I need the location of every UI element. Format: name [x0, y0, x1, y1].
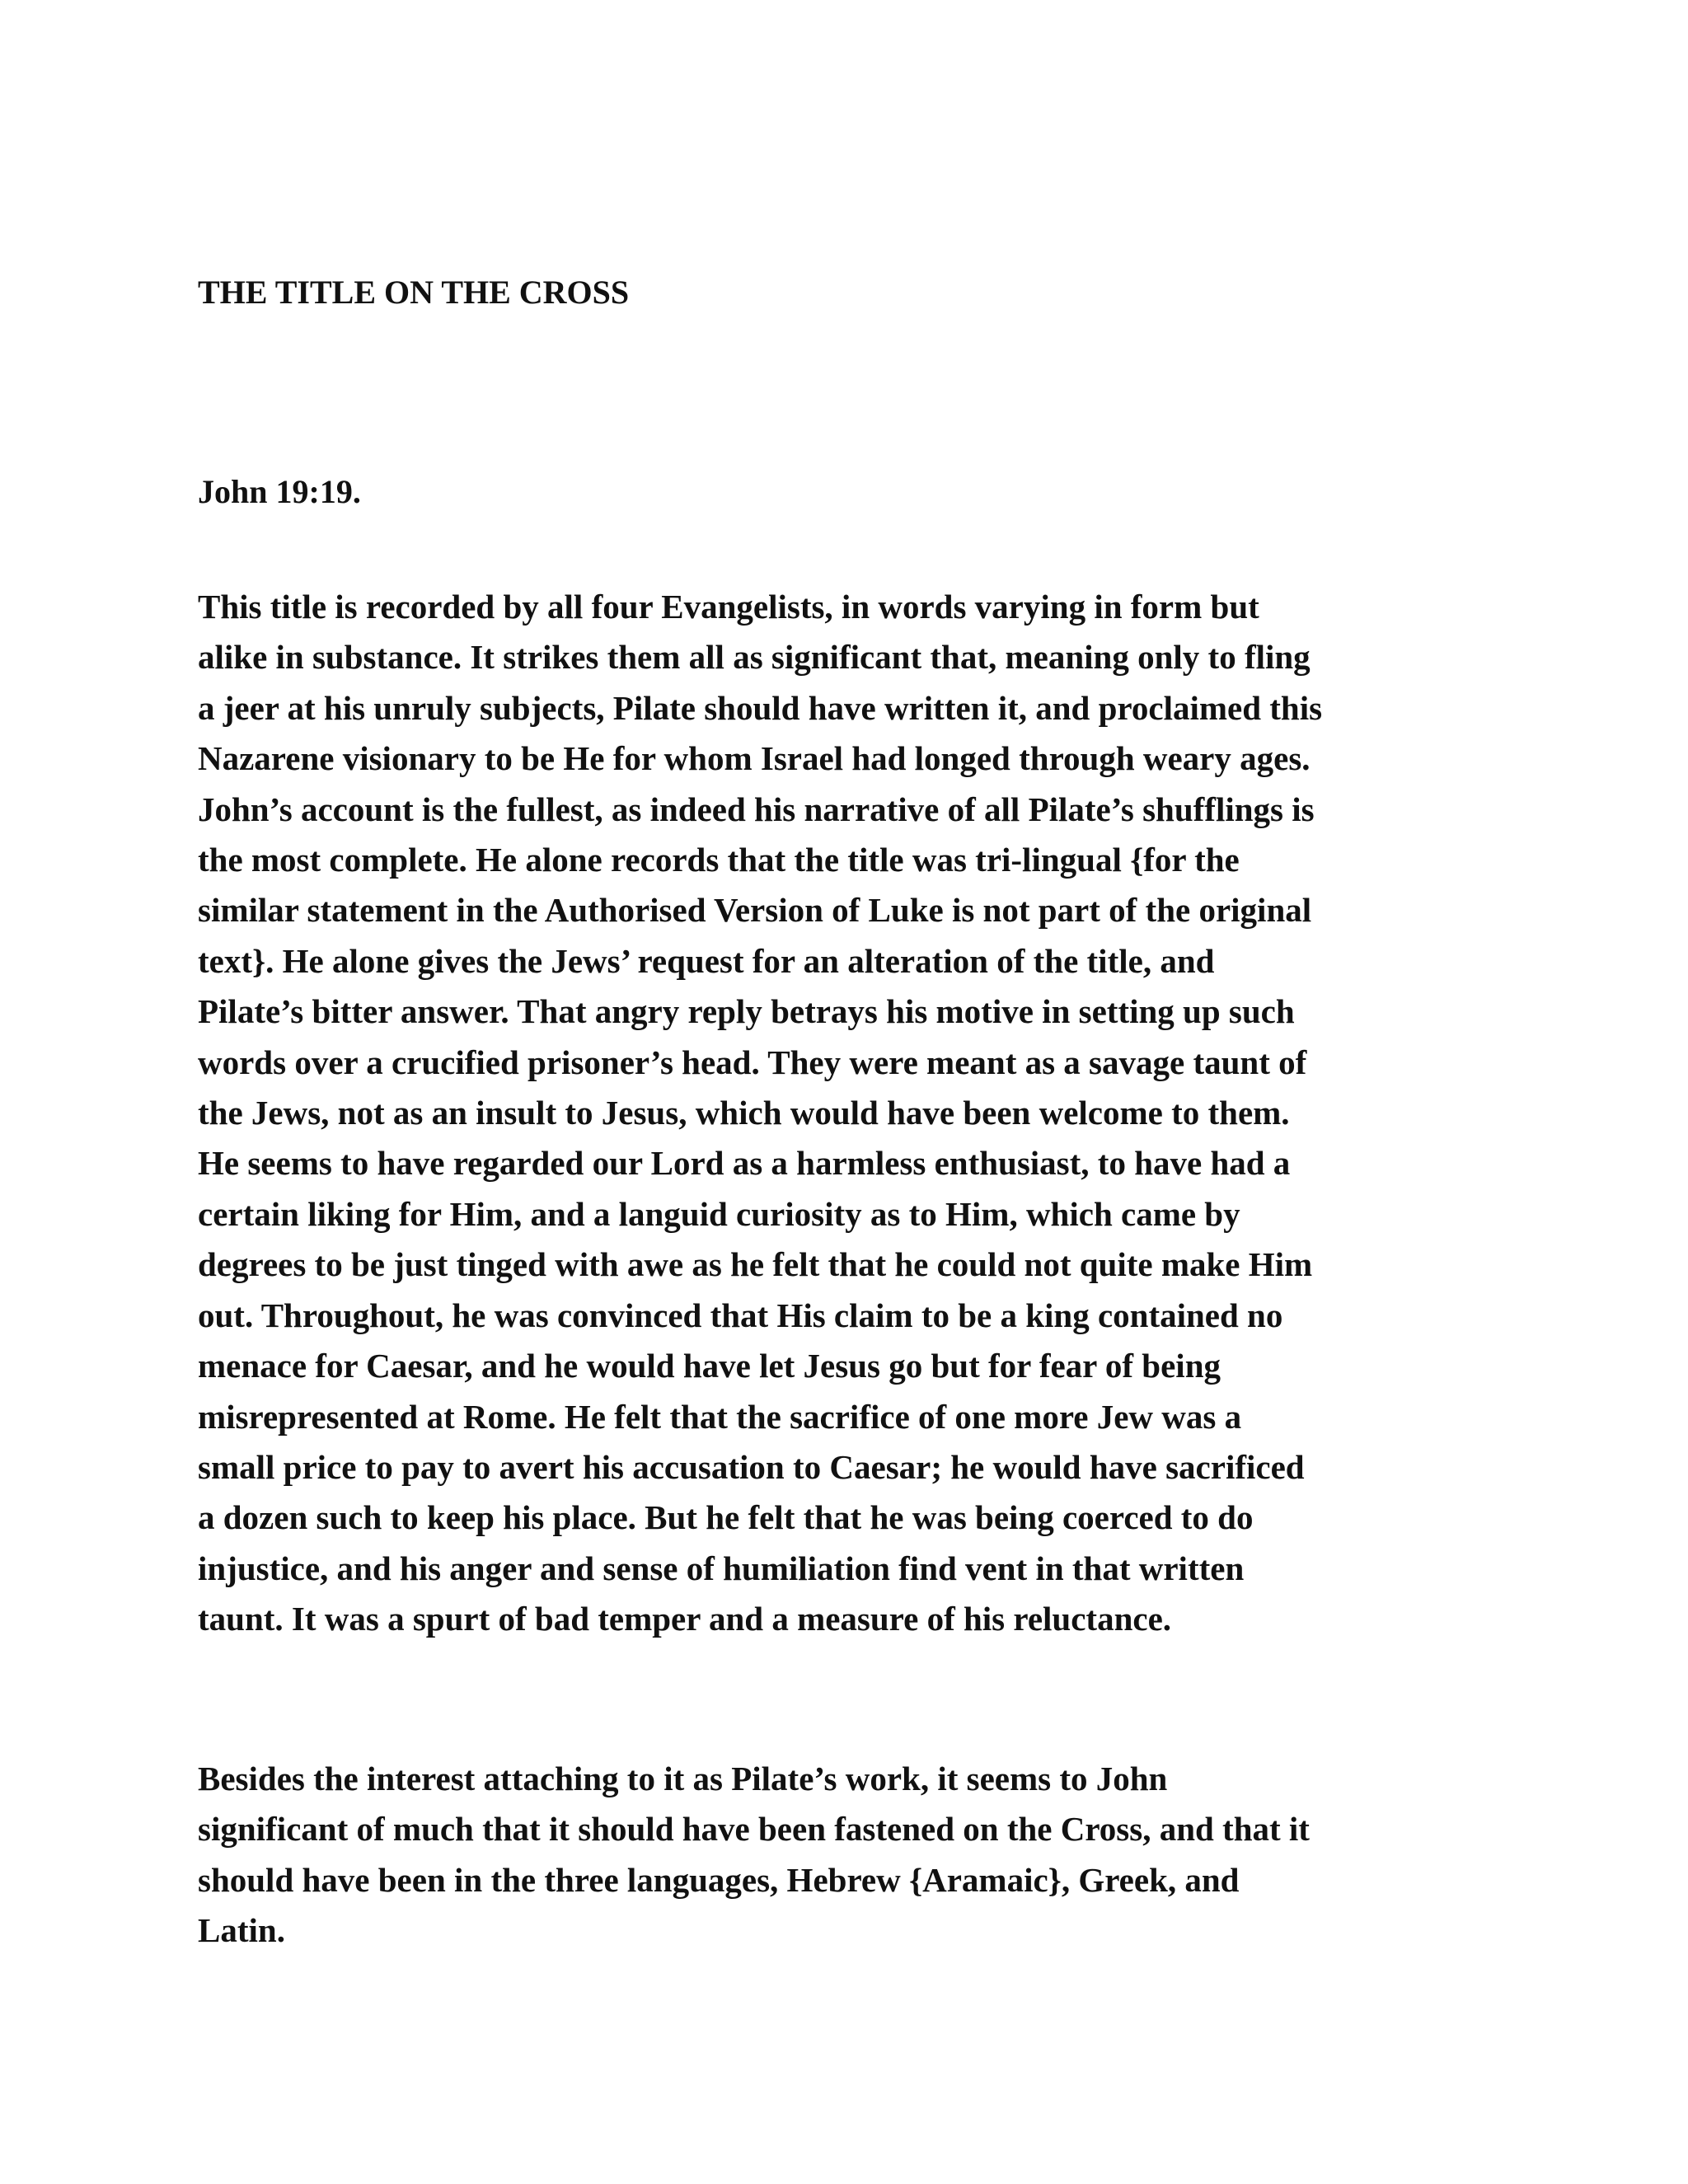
text-line: misrepresented at Rome. He felt that the sacrifice of one more Jew was a [198, 1397, 1242, 1436]
text-line: words over a crucified prisoner’s head. They were meant as a savage taunt of [198, 1043, 1307, 1081]
text-line: the most complete. He alone records that the title was tri-lingual {for the [198, 841, 1240, 879]
text-line: alike in substance. It strikes them all as significant that, meaning only to fling [198, 638, 1311, 677]
text-line: Nazarene visionary to be He for whom Israel had longed through weary ages. [198, 739, 1311, 778]
text-line: John’s account is the fullest, as indeed his narrative of all Pilate’s shufflings is [198, 790, 1315, 828]
text-line: Besides the interest attaching to it as Pilate’s work, it seems to John [198, 1760, 1168, 1797]
text-line: Latin. [198, 1911, 285, 1950]
text-line: certain liking for Him, and a languid curiosity as to Him, which came by [198, 1194, 1240, 1233]
text-line: text}. He alone gives the Jews’ request for an alteration of the title, and [198, 941, 1215, 980]
document-title: THE TITLE ON THE CROSS [198, 274, 630, 311]
text-line: should have been in the three languages, Hebrew {Aramaic}, Greek, and [198, 1860, 1240, 1899]
text-line: This title is recorded by all four Evangelists, in words varying in form but [198, 588, 1259, 626]
paragraph-2 [198, 1754, 1310, 1957]
text-line: out. Throughout, he was convinced that His claim to be a king contained no [198, 1296, 1283, 1334]
scripture-reference: John 19:19. [198, 473, 361, 510]
text-line: taunt. It was a spurt of bad temper and a measure of his reluctance. [198, 1600, 1172, 1638]
text-line: the Jews, not as an insult to Jesus, which would have been welcome to them. [198, 1094, 1290, 1132]
text-line: a dozen such to keep his place. But he felt that he was being coerced to do [198, 1498, 1254, 1537]
text-line: Pilate’s bitter answer. That angry reply betrays his motive in setting up such [198, 992, 1295, 1031]
paragraph-1 [198, 582, 1322, 1645]
text-line: significant of much that it should have been fastened on the Cross, and that it [198, 1810, 1310, 1849]
text-line: a jeer at his unruly subjects, Pilate should have written it, and proclaimed this [198, 688, 1323, 727]
text-line: He seems to have regarded our Lord as a harmless enthusiast, to have had a [198, 1144, 1291, 1183]
text-line: degrees to be just tinged with awe as he felt that he could not quite make Him [198, 1245, 1313, 1284]
text-line: similar statement in the Authorised Version of Luke is not part of the original [198, 891, 1312, 930]
text-line: small price to pay to avert his accusation to Caesar; he would have sacrificed [198, 1447, 1305, 1486]
text-line: menace for Caesar, and he would have let Jesus go but for fear of being [198, 1347, 1221, 1385]
text-line: injustice, and his anger and sense of humiliation find vent in that written [198, 1549, 1245, 1587]
